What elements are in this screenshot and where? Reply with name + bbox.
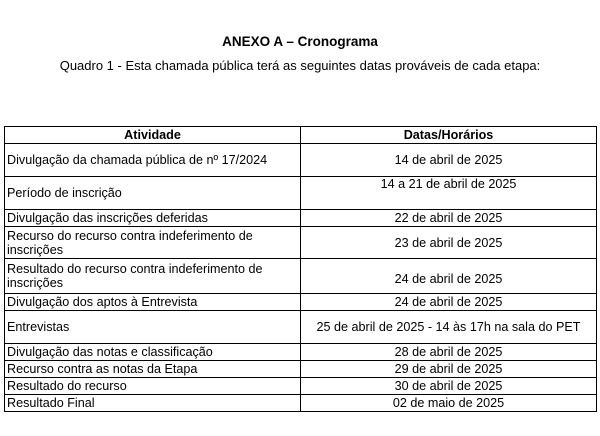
column-header-activity: Atividade: [5, 127, 301, 144]
table-header-row: [5, 127, 597, 144]
table-row: [5, 294, 597, 311]
table-row: [5, 344, 597, 361]
table-row: [5, 227, 597, 259]
date-cell: 24 de abril de 2025: [301, 259, 597, 294]
column-header-dates: Datas/Horários: [301, 127, 597, 144]
activity-cell: Divulgação dos aptos à Entrevista: [5, 294, 301, 311]
activity-cell: Resultado do recurso contra indeferimento de inscrições: [5, 259, 301, 294]
table-row: [5, 311, 597, 344]
activity-cell: Resultado Final: [5, 395, 301, 412]
activity-cell: Divulgação das notas e classificação: [5, 344, 301, 361]
annex-title: ANEXO A – Cronograma: [222, 34, 378, 49]
date-cell: 14 a 21 de abril de 2025: [301, 177, 597, 210]
date-cell: 30 de abril de 2025: [301, 378, 597, 395]
activity-cell: Entrevistas: [5, 311, 301, 344]
date-cell: 29 de abril de 2025: [301, 361, 597, 378]
table-row: [5, 177, 597, 210]
table-row: [5, 144, 597, 177]
date-cell: 25 de abril de 2025 - 14 às 17h na sala do PET: [301, 311, 597, 344]
schedule-table: [4, 126, 597, 412]
date-cell: 02 de maio de 2025: [301, 395, 597, 412]
table-row: [5, 361, 597, 378]
activity-cell: Divulgação da chamada pública de nº 17/2024: [5, 144, 301, 177]
table-caption: Quadro 1 - Esta chamada pública terá as seguintes datas prováveis de cada etapa:: [59, 58, 541, 73]
activity-cell: Período de inscrição: [5, 177, 301, 210]
date-cell: 14 de abril de 2025: [301, 144, 597, 177]
table-row: [5, 259, 597, 294]
table-row: [5, 378, 597, 395]
activity-cell: Divulgação das inscrições deferidas: [5, 210, 301, 227]
date-cell: 28 de abril de 2025: [301, 344, 597, 361]
date-cell: 22 de abril de 2025: [301, 210, 597, 227]
table-row: [5, 210, 597, 227]
date-cell: 24 de abril de 2025: [301, 294, 597, 311]
table-row: [5, 395, 597, 412]
activity-cell: Recurso do recurso contra indeferimento de inscrições: [5, 227, 301, 259]
activity-cell: Recurso contra as notas da Etapa: [5, 361, 301, 378]
date-cell: 23 de abril de 2025: [301, 227, 597, 259]
activity-cell: Resultado do recurso: [5, 378, 301, 395]
